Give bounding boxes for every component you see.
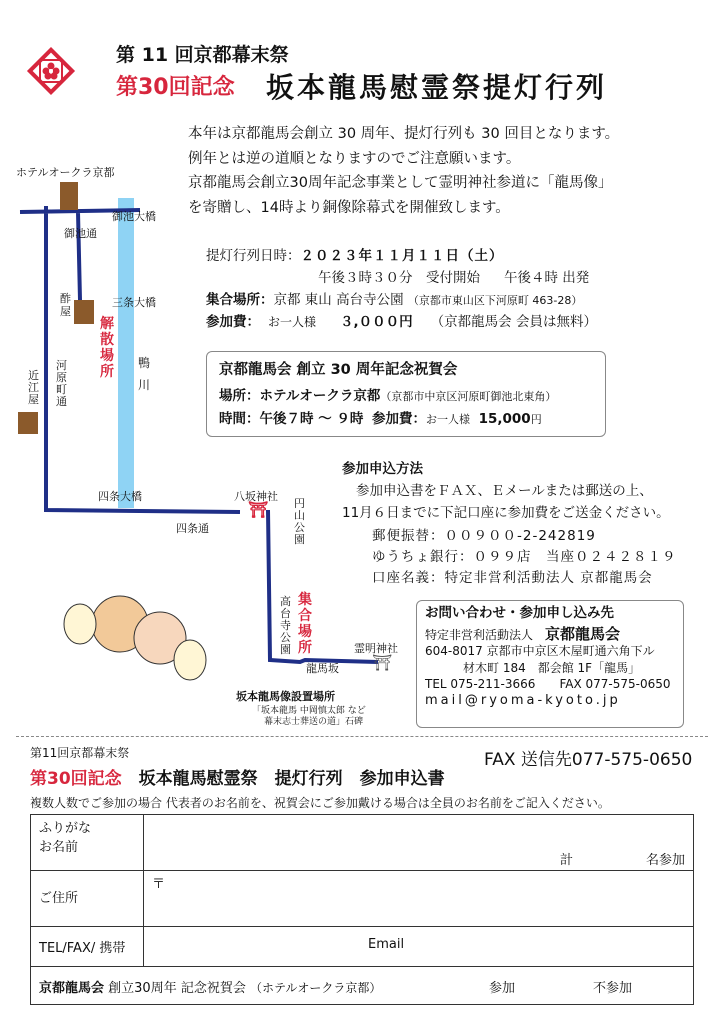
hotel-icon (60, 182, 78, 210)
place-label: 集合場所： (206, 292, 274, 308)
fee-note: （京都龍馬会 会員は無料） (430, 314, 597, 330)
intro-line: 例年とは逆の道順となりますのでご注意願います。 (188, 150, 521, 167)
contact-box (416, 600, 684, 728)
place-value: 京都 東山 高台寺公園 (273, 292, 404, 308)
application-form (30, 814, 694, 1005)
apply-title: 参加申込方法 (342, 461, 423, 477)
furigana-label: ふりがな (39, 821, 92, 836)
tel-label (31, 927, 144, 967)
absent-option[interactable]: 不参加 (593, 981, 633, 996)
celebration-place-label: 場所： (219, 388, 260, 404)
lantern-icon (174, 640, 206, 680)
departure-time: 午後４時 出発 (504, 270, 590, 286)
family-crest-logo (26, 46, 76, 96)
form-fax (484, 745, 692, 770)
form-festival: 第11回京都幕末祭 (30, 746, 130, 760)
celebration-address: （京都市中京区河原町御池北東角） (380, 390, 557, 403)
apply-line: 参加申込書をＦＡＸ、Ｅメールまたは郵送の上、 (356, 483, 653, 499)
celebration-fee: 15,000 (478, 411, 531, 427)
form-note: 複数人数でご参加の場合 代表者のお名前を、祝賀会にご参加戴ける場合は全員のお名前をご記入ください。 (30, 796, 610, 810)
map-statue-note: 「坂本龍馬 中岡慎太郎 など (252, 706, 366, 716)
form-memorial: 第30回記念 (30, 769, 122, 789)
map-oike-bridge: 御池大橋 (112, 210, 156, 223)
contact-heading: お問い合わせ・参加申し込み先 (425, 605, 614, 621)
map-yasaka: 八坂神社 (234, 490, 278, 503)
apply-line: 11月６日までに下記口座に参加費をご送金ください。 (342, 505, 670, 521)
party-label: 創立30周年 記念祝賀会 (108, 981, 246, 996)
contact-address: 604-8017 京都市中京区木屋町通六角下ル (425, 644, 655, 658)
suya-icon (74, 300, 94, 324)
bank-account: ゆうちょ銀行：０９９店 当座０２４２８１９ (372, 549, 677, 565)
kamo-river (118, 198, 134, 508)
address-label-text: ご住所 (39, 891, 79, 906)
map-kamogawa: 鴨川 (138, 356, 151, 392)
fee-value: ３,０００円 (340, 314, 413, 330)
fee-label: 参加費： (206, 314, 260, 330)
celebration-time-label: 時間： (219, 411, 260, 427)
form-title: 坂本龍馬慰霊祭 提灯行列 参加申込書 (138, 769, 445, 789)
celebration-fee-unit: 円 (530, 413, 542, 426)
total-label: 計 (559, 853, 573, 868)
fee-per: お一人様 (268, 315, 317, 329)
oumiya-icon (18, 412, 38, 434)
celebration-title: 京都龍馬会 創立 30 周年記念祝賀会 (219, 362, 458, 378)
map-hotel: ホテルオークラ京都 (16, 166, 115, 179)
org-name: 京都龍馬会 (545, 624, 621, 643)
org-type: 特定非営利活動法人 (425, 627, 534, 642)
map-maruyama: 円山公園 (294, 497, 305, 546)
map-oumiya: 近江屋 (28, 369, 39, 406)
map-statue-place: 坂本龍馬像設置場所 (236, 690, 335, 703)
account-name: 口座名義：特定非営利活動法人 京都龍馬会 (372, 570, 653, 586)
route-map (0, 150, 400, 730)
celebration-fee-label: 参加費： (372, 411, 426, 427)
festival-title: 第 11 回京都幕末祭 (116, 44, 289, 66)
party-org: 京都龍馬会 (39, 981, 105, 996)
tel-label-text: TEL/FAX/ 携帯 (39, 941, 126, 956)
fax-number: 077-575-0650 (571, 750, 693, 770)
event-title: 坂本龍馬慰霊祭提灯行列 (266, 71, 608, 104)
map-oike-st: 御池通 (64, 227, 97, 240)
reception-time: 午後３時３０分 受付開始 (318, 270, 480, 286)
contact-email[interactable]: mail@ryoma-kyoto.jp (425, 692, 621, 708)
fax-label: FAX 送信先 (484, 750, 572, 770)
address-input[interactable] (144, 871, 694, 927)
tel-email-input[interactable] (144, 927, 694, 967)
map-assembly: 集合場所 (298, 592, 312, 656)
email-label: Email (368, 937, 405, 952)
name-label-cell (31, 815, 144, 871)
contact-tel: TEL 075-211-3666 (425, 677, 536, 691)
map-statue-note: 幕末志士葬送の道」石碑 (264, 717, 364, 727)
party-row (31, 967, 694, 1005)
payment-info (372, 526, 677, 589)
postal-mark: 〒 (152, 877, 166, 892)
map-shijo-bridge: 四条大橋 (98, 490, 142, 503)
intro-line: 本年は京都龍馬会創立 30 周年、提灯行列も 30 回目となります。 (188, 126, 620, 142)
attend-option[interactable]: 参加 (489, 981, 516, 996)
date-label: 提灯行列日時： (206, 248, 301, 264)
lantern-icon (64, 604, 96, 644)
map-suya: 酢屋 (60, 292, 71, 318)
contact-fax: FAX 077-575-0650 (559, 677, 671, 691)
yasaka-gate-icon: ⛩ (248, 500, 269, 519)
cut-line (16, 736, 708, 737)
map-kawaramachi: 河原町通 (56, 359, 67, 408)
memorial-label: 第30回記念 (116, 75, 235, 100)
celebration-place: ホテルオークラ京都 (259, 388, 381, 404)
map-dismissal: 解散場所 (100, 316, 114, 380)
reimei-gate-icon: ⛩ (372, 653, 393, 672)
map-ryomazaka: 龍馬坂 (306, 662, 339, 675)
party-venue: （ホテルオークラ京都） (249, 981, 382, 995)
persons-label: 名参加 (645, 853, 685, 868)
name-input[interactable] (144, 815, 694, 871)
place-address: （京都市東山区下河原町 463-28） (407, 294, 583, 307)
postal-transfer: 郵便振替：００９００-2-242819 (372, 528, 596, 544)
intro-line: を寄贈し、14時より銅像除幕式を開催致します。 (188, 199, 510, 216)
celebration-time: 午後７時 〜 ９時 (259, 411, 364, 427)
name-label: お名前 (39, 840, 79, 855)
map-shijo-st: 四条通 (176, 522, 209, 535)
form-heading (30, 764, 445, 789)
map-reimei: 霊明神社 (354, 642, 398, 655)
celebration-fee-per: お一人様 (426, 413, 470, 426)
map-sanjo-bridge: 三条大橋 (112, 296, 156, 309)
date-value: ２０２３年１１月１１日（土） (300, 248, 504, 264)
contact-address: 材木町 184 都会館 1F「龍馬」 (463, 660, 641, 675)
address-label (31, 871, 144, 927)
map-kodaiji: 高台寺公園 (280, 595, 291, 656)
intro-line: 京都龍馬会創立30周年記念事業として霊明神社参道に「龍馬像」 (188, 175, 613, 191)
